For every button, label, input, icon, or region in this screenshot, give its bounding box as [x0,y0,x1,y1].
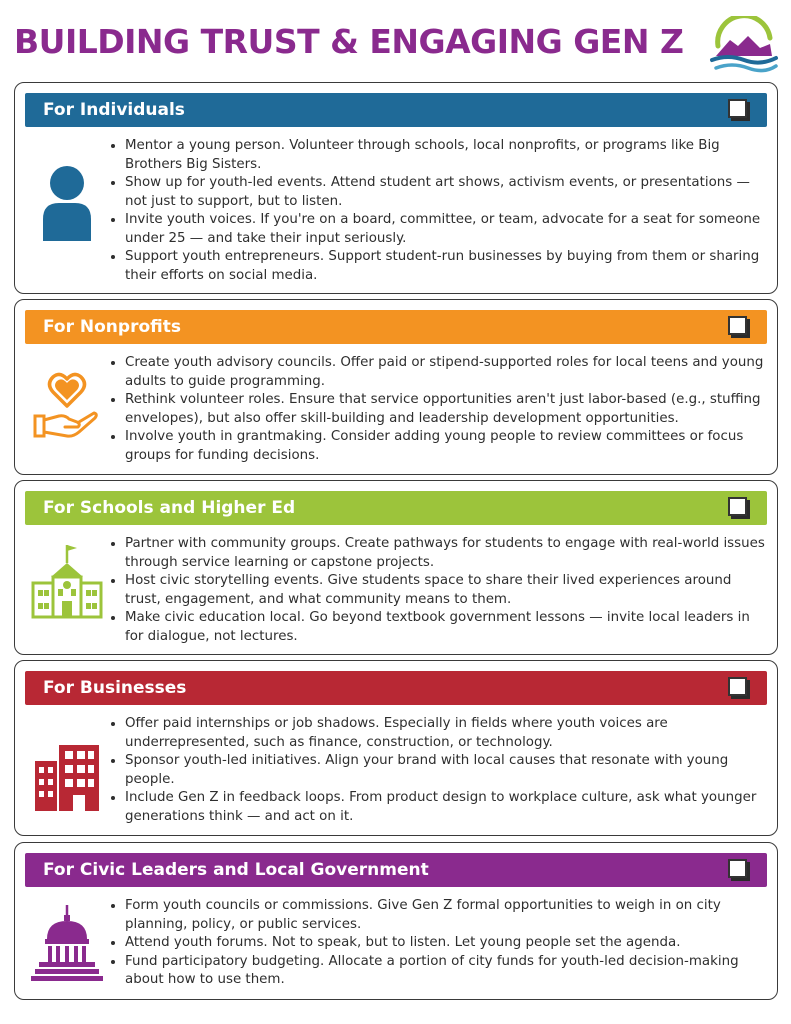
list-item: • Host civic storytelling events. Give students space to share their lived experiences around trust, engagement, and what community means to them. [125,572,767,609]
section-header-individuals [25,93,767,127]
heart-in-hand-icon [29,366,105,446]
school-building-icon [29,541,105,621]
section-header-schools [25,491,767,525]
section-heading: For Civic Leaders and Local Government [43,860,429,880]
list-item: • Make civic education local. Go beyond textbook government lessons — invite local leaders in for dialogue, not lectures. [125,609,767,646]
list-item: • Attend youth forums. Not to speak, but to listen. Let young people set the agenda. [125,934,767,953]
section-header-civic [25,853,767,887]
section-heading: For Schools and Higher Ed [43,498,296,518]
checkbox-nonprofits[interactable] [728,316,747,335]
list-item: • Involve youth in grantmaking. Consider adding young people to review committees or focus groups for funding decisions. [125,428,767,465]
list-item: • Include Gen Z in feedback loops. From product design to workplace culture, ask what younger generations think — and act on it. [125,789,767,826]
section-nonprofits [14,299,778,475]
section-header-businesses [25,671,767,705]
list-individuals [107,137,767,285]
list-item: • Rethink volunteer roles. Ensure that service opportunities aren't just labor-based (e.g., stuffing envelopes), but also offer skill-building and leadership development opportunities. [125,391,767,428]
page-title: BUILDING TRUST & ENGAGING GEN Z [14,22,684,61]
list-schools [107,535,767,646]
list-item: • Partner with community groups. Create pathways for students to engage with real-world issues through service learning or capstone projects. [125,535,767,572]
list-item: • Sponsor youth-led initiatives. Align your brand with local causes that resonate with young people. [125,752,767,789]
list-businesses [107,715,767,826]
section-schools [14,480,778,655]
list-item: • Fund participatory budgeting. Allocate a portion of city funds for youth-led decision-making about how to use them. [125,953,767,990]
person-icon [29,163,105,243]
section-heading: For Nonprofits [43,317,181,337]
section-heading: For Businesses [43,678,187,698]
section-heading: For Individuals [43,100,185,120]
capitol-building-icon [29,903,105,983]
list-item: • Invite youth voices. If you're on a board, committee, or team, advocate for a seat for someone under 25 — and take their input seriously. [125,211,767,248]
checkbox-businesses[interactable] [728,677,747,696]
list-nonprofits [107,354,767,465]
office-buildings-icon [29,735,105,815]
section-civic [14,842,778,1000]
checkbox-individuals[interactable] [728,99,747,118]
list-item: • Mentor a young person. Volunteer through schools, local nonprofits, or programs like Big Brothers Big Sisters. [125,137,767,174]
list-item: • Show up for youth-led events. Attend student art shows, activism events, or presentations — not just to support, but to listen. [125,174,767,211]
checkbox-schools[interactable] [728,497,747,516]
section-businesses [14,660,778,836]
list-item: • Support youth entrepreneurs. Support student-run businesses by buying from them or sharing their efforts on social media. [125,248,767,285]
list-civic [107,897,767,990]
mountain-water-logo-icon [708,16,780,78]
list-item: • Create youth advisory councils. Offer paid or stipend-supported roles for local teens and young adults to guide programming. [125,354,767,391]
list-item: • Form youth councils or commissions. Give Gen Z formal opportunities to weigh in on city planning, policy, or public services. [125,897,767,934]
section-header-nonprofits [25,310,767,344]
section-individuals [14,82,778,294]
list-item: • Offer paid internships or job shadows. Especially in fields where youth voices are underrepresented, such as finance, construction, or technology. [125,715,767,752]
checkbox-civic[interactable] [728,859,747,878]
